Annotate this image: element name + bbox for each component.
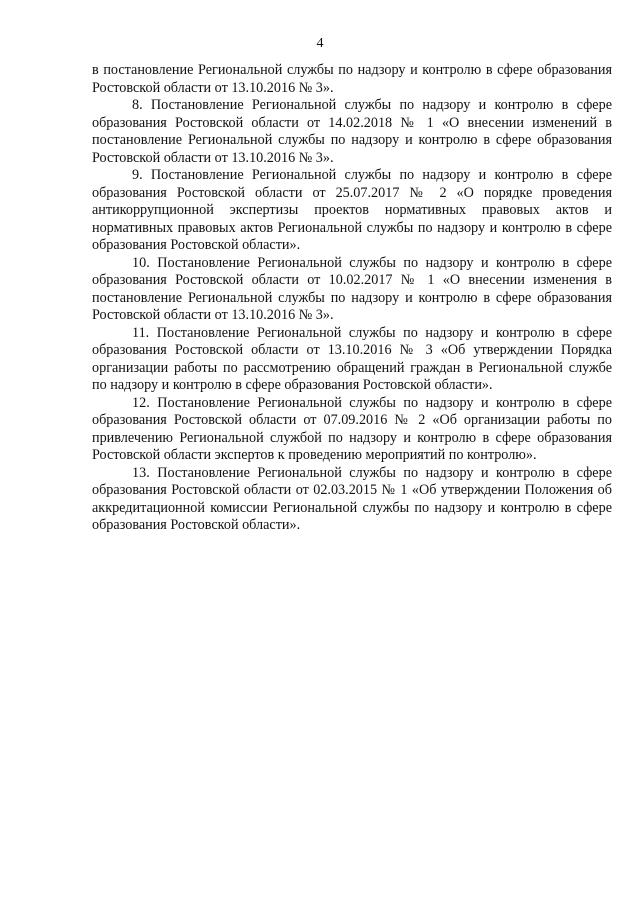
paragraph-continuation: в постановление Региональной службы по надзору и контролю в сфере образования Ростовской области от 13.10.2016 № 3».	[92, 62, 612, 96]
list-item-12: 12. Постановление Региональной службы по надзору и контролю в сфере образования Ростовской области от 07.09.2016 № 2 «Об организации работы по привлечению Региональной службой по надзору и контролю в сфере образования Ростовской области экспертов к проведению мероприятий по контролю».	[92, 394, 612, 463]
list-item-13: 13. Постановление Региональной службы по надзору и контролю в сфере образования Ростовской области от 02.03.2015 № 1 «Об утверждении Положения об аккредитационной комиссии Региональной службы по надзору и контролю в сфере образования Ростовской области».	[92, 464, 612, 533]
list-item-9: 9. Постановление Региональной службы по надзору и контролю в сфере образования Ростовской области от 25.07.2017 № 2 «О порядке проведения антикоррупционной экспертизы проектов нормативных правовых актов и нормативных правовых актов Региональной службы по надзору и контролю в сфере образования Ростовской области».	[92, 167, 612, 253]
document-body	[92, 62, 612, 535]
list-item-10: 10. Постановление Региональной службы по надзору и контролю в сфере образования Ростовской области от 10.02.2017 № 1 «О внесении изменения в постановление Региональной службы по надзору и контролю в сфере образования Ростовской области от 13.10.2016 № 3».	[92, 254, 612, 323]
page-number: 4	[316, 36, 324, 51]
list-item-11: 11. Постановление Региональной службы по надзору и контролю в сфере образования Ростовской области от 13.10.2016 № 3 «Об утверждении Порядка организации работы по рассмотрению обращений граждан в Региональной службе по надзору и контролю в сфере образования Ростовской области».	[92, 324, 612, 393]
list-item-8: 8. Постановление Региональной службы по надзору и контролю в сфере образования Ростовской области от 14.02.2018 № 1 «О внесении изменений в постановление Региональной службы по надзору и контролю в сфере образования Ростовской области от 13.10.2016 № 3».	[92, 97, 612, 166]
